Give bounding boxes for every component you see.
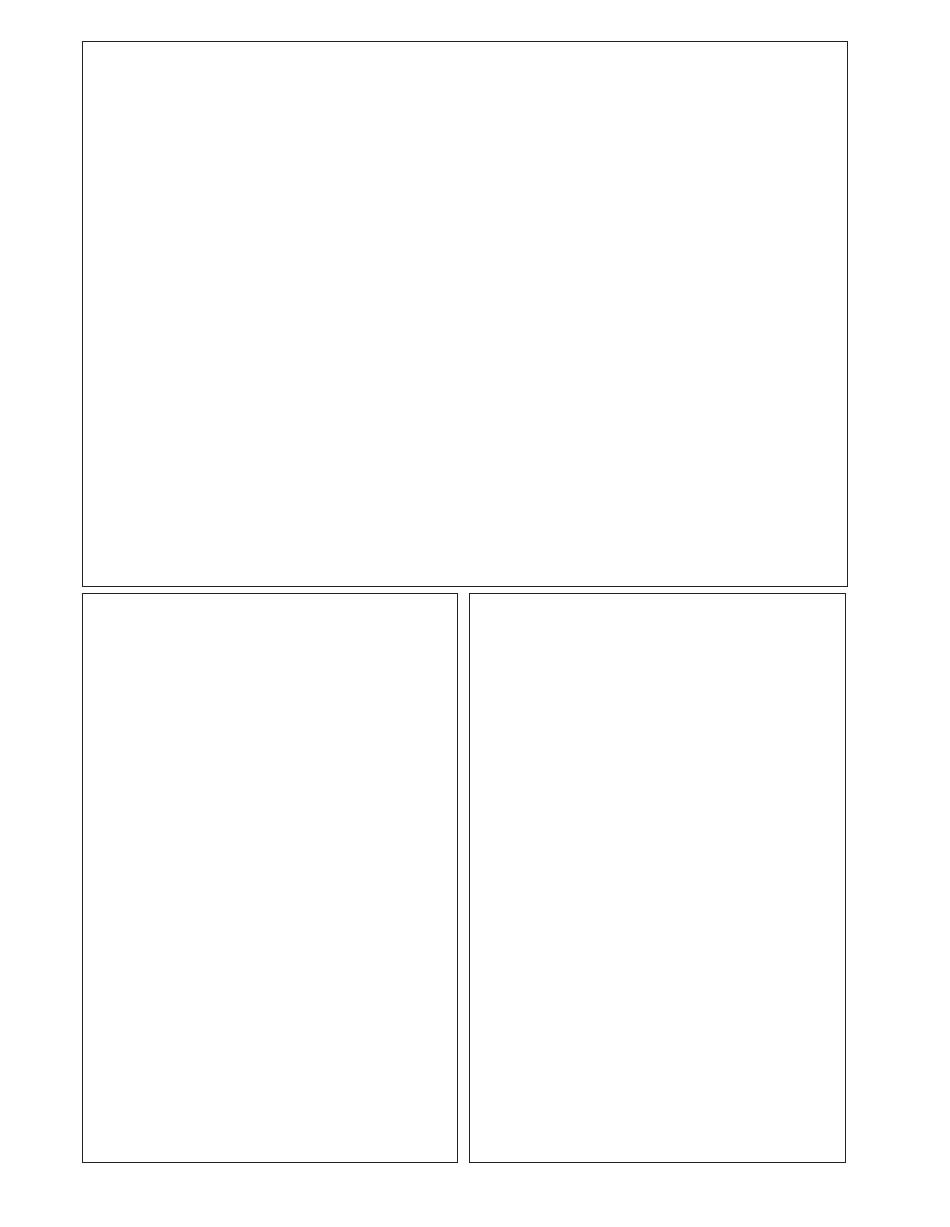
left-panel-drawing [83, 594, 459, 1164]
right-panel [469, 593, 846, 1163]
left-panel [82, 593, 458, 1163]
top-wiring-diagram-panel [82, 41, 848, 587]
wiring-diagram [83, 42, 849, 588]
right-panel-drawing [470, 594, 847, 1164]
